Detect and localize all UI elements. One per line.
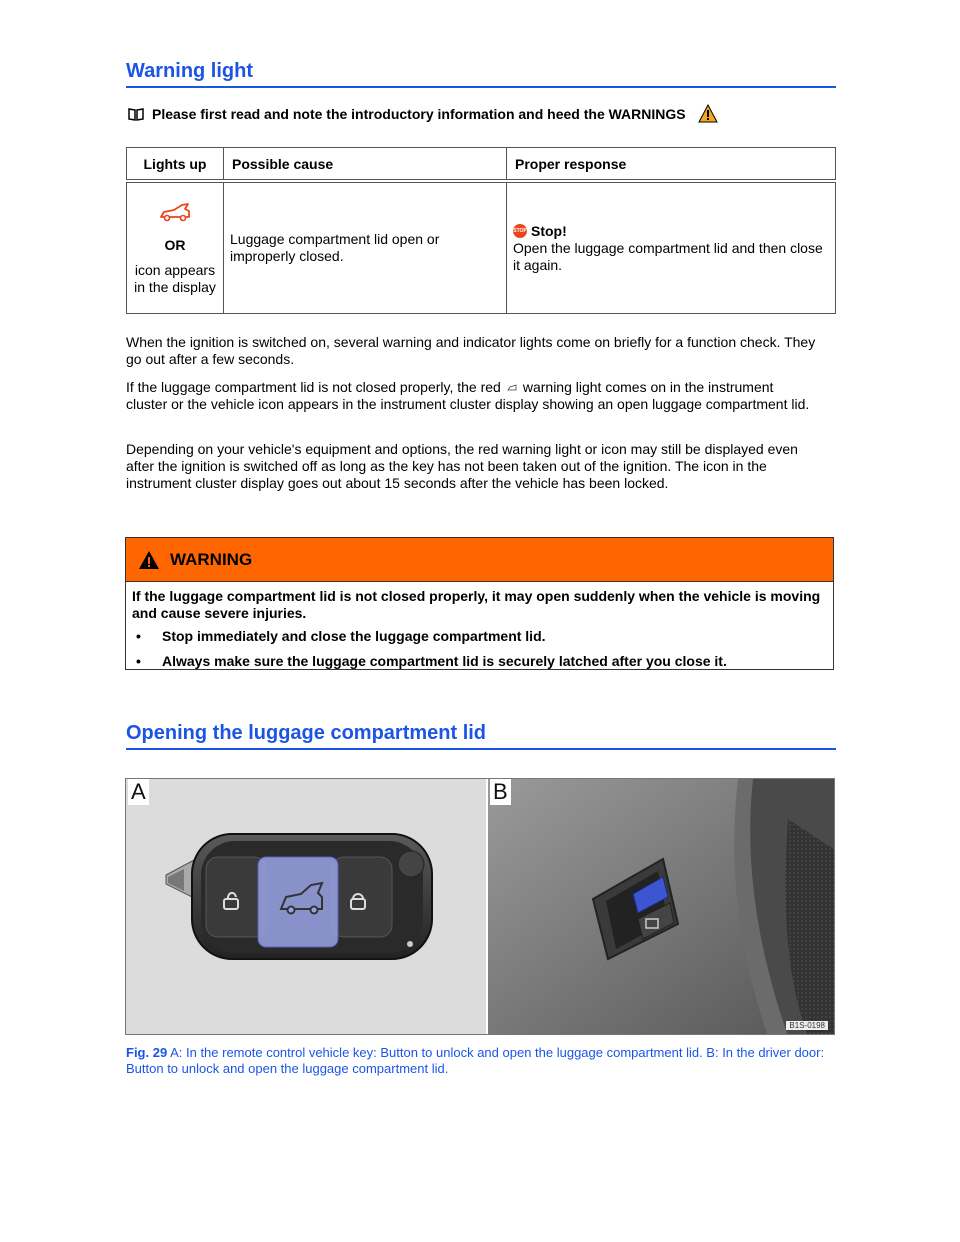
figure-29 [125, 778, 835, 1035]
car-trunk-open-icon [507, 384, 517, 392]
warning-triangle-icon [138, 550, 160, 570]
panel-label-b: B [490, 779, 511, 805]
header-lights-up: Lights up [127, 148, 224, 182]
warning-bullet-2: Always make sure the luggage compartment lid is securely latched after you close it. [162, 653, 727, 669]
key-fob-illustration [126, 779, 486, 1034]
figure-code: B1S-0198 [786, 1021, 828, 1030]
cell-proper-response [507, 181, 836, 314]
warning-light-table [126, 147, 836, 314]
paragraph-text-before: If the luggage compartment lid is not closed properly, the red [126, 379, 501, 395]
intro-text: Please first read and note the introductory information and heed the WARNINGS [152, 106, 686, 122]
section-title-opening-lid: Opening the luggage compartment lid [126, 722, 836, 750]
panel-label-a: A [128, 779, 149, 805]
list-item: • Stop immediately and close the luggage compartment lid. [136, 628, 546, 644]
warning-text: If the luggage compartment lid is not closed properly, it may open suddenly when the vehicle is moving and cause severe injuries. [132, 588, 821, 621]
stop-icon: STOP [513, 224, 527, 238]
figure-panel-a [126, 779, 488, 1034]
warning-box [125, 537, 834, 670]
book-icon [128, 107, 144, 121]
response-text: Open the luggage compartment lid and then close it again. [513, 239, 823, 273]
figure-caption [126, 1045, 836, 1077]
figure-panel-b [488, 779, 834, 1034]
warning-bullet-1: Stop immediately and close the luggage compartment lid. [162, 628, 546, 644]
intro-note [128, 104, 828, 124]
header-possible-cause: Possible cause [224, 148, 507, 182]
stop-label: Stop! [531, 222, 567, 239]
warning-header [126, 538, 833, 582]
paragraph-function-check: When the ignition is switched on, several warning and indicator lights come on briefly for a function check. They go out after a few seconds. [126, 334, 816, 367]
icon-display-text: icon appears in the display [134, 261, 216, 295]
caption-text: A: In the remote control vehicle key: Button to unlock and open the luggage compartment lid. B: In the driver door: Button to unlock and open the luggage compartment lid. [126, 1045, 825, 1076]
cell-lights-up [127, 181, 224, 314]
warning-heading: WARNING [170, 549, 253, 569]
paragraph-equipment-options: Depending on your vehicle's equipment and options, the red warning light or icon may still be displayed even after the ignition is switched off as long as the key has not been taken out of the ignition. The icon in the instrument cluster display goes out about 15 seconds after the vehicle has been locked. [126, 441, 798, 491]
or-label: OR [164, 236, 186, 253]
paragraph-lid-not-closed [126, 379, 816, 413]
figure-number: Fig. 29 [126, 1045, 168, 1060]
header-proper-response: Proper response [507, 148, 836, 182]
table-header-row [127, 148, 836, 182]
car-trunk-open-icon [158, 201, 192, 223]
paragraph-text-after: warning light comes on in the instrument cluster or the vehicle icon appears in the instrument cluster display showing an open luggage compartment lid. [126, 379, 810, 412]
cell-possible-cause: Luggage compartment lid open or improperly closed. [224, 181, 507, 314]
table-row [127, 181, 836, 314]
warning-triangle-icon[interactable] [698, 104, 718, 124]
list-item: • Always make sure the luggage compartment lid is securely latched after you close it. [136, 653, 727, 669]
door-switch-illustration [488, 779, 834, 1034]
section-title-warning-light: Warning light [126, 60, 836, 88]
